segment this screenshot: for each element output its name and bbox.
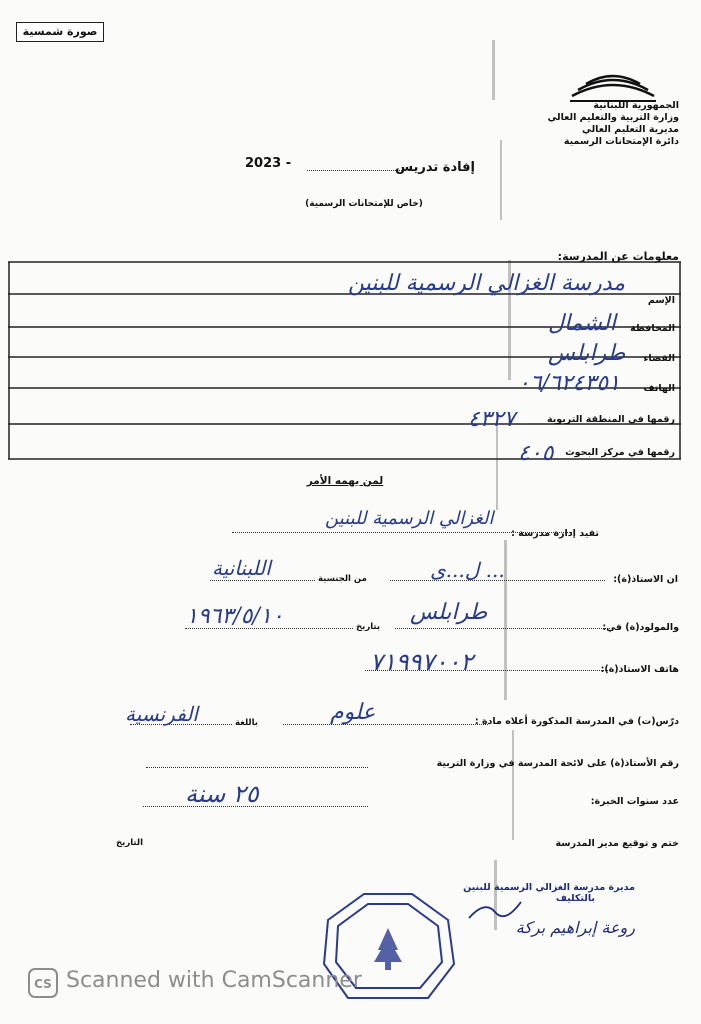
principal-title: مديرة مدرسة الغزالي الرسمية للبنين (463, 882, 635, 893)
header-line-4: دائرة الإمتحانات الرسمية (563, 136, 679, 147)
teaches-label: درّس(ت) في المدرسة المذكورة أعلاه مادة : (474, 716, 679, 727)
signature-scribble (465, 898, 525, 922)
to-whom-it-may-concern: لمن يهمه الأمر (306, 475, 384, 487)
row-label-research-center-number: رقمها في مركز البحوث (565, 447, 675, 458)
row-label-governorate: المحافظة (630, 323, 675, 334)
title-year: 2023 - (245, 156, 292, 171)
header-line-2: وزارة التربية والتعليم العالي (547, 112, 679, 123)
ministry-logo (568, 68, 658, 104)
subject-value: علوم (330, 700, 376, 725)
row-value-edu-region-number: ٤٣٢٧ (468, 407, 516, 432)
row-value-research-center-number: ٤٠٥ (518, 441, 554, 466)
registration-line (146, 767, 368, 768)
admin-label: تفيد إدارة مدرسة : (511, 528, 599, 539)
nationality-line (210, 580, 315, 581)
school-info-heading: معلومات عن المدرسة: (557, 250, 679, 263)
school-info-table (8, 261, 681, 466)
born-label: والمولود(ة) في: (602, 622, 679, 633)
date-label: بتاريخ (356, 622, 381, 632)
row-value-governorate: الشمال (548, 311, 616, 336)
principal-signature (455, 882, 635, 937)
ministry-header (529, 100, 679, 148)
camscanner-watermark: Scanned with CamScanner (66, 968, 362, 993)
photo-badge: صورة شمسية (16, 22, 104, 42)
principal-role: بالتكليف (555, 893, 595, 904)
teacher-value: ل...ى ... (430, 558, 505, 582)
years-value: ٢٥ سنة (185, 780, 259, 808)
nationality-value: اللبنانية (212, 556, 271, 580)
years-label: عدد سنوات الخبرة: (590, 796, 679, 807)
registration-label: رقم الأستاذ(ة) على لائحة المدرسة في وزارة التربية (436, 758, 679, 769)
header-line-1: الجمهورية اللبنانية (593, 100, 679, 111)
title-dots (307, 170, 402, 171)
born-line (395, 628, 610, 629)
nationality-label: من الجنسية (318, 574, 367, 584)
row-label-district: القضاء (643, 353, 675, 364)
subject-line (283, 724, 488, 725)
header-line-3: مديرية التعليم العالي (582, 124, 679, 135)
teacher-phone-label: هاتف الاستاذ(ة): (600, 664, 679, 675)
title-label: إفادة تدريس (395, 160, 475, 175)
row-label-name: الإسم (647, 295, 675, 306)
seal-signature-label: ختم و توقيع مدير المدرسة (555, 838, 679, 849)
language-label: باللغة (235, 718, 258, 728)
row-value-name: مدرسة الغزالي الرسمية للبنين (348, 271, 626, 296)
svg-text:CS: CS (34, 977, 52, 991)
admin-line (232, 532, 572, 533)
document-title (245, 156, 475, 176)
born-value: طرابلس (410, 600, 488, 625)
admin-value: الغزالي الرسمية للبنين (325, 508, 494, 529)
date-field-label: التاريخ (116, 838, 143, 848)
row-label-edu-region-number: رقمها في المنطقة التربوية (546, 414, 675, 425)
language-value: الفرنسية (125, 702, 198, 726)
row-label-phone: الهاتف (643, 383, 675, 394)
principal-name: روعة إبراهيم بركة (515, 918, 635, 937)
teacher-phone-value: ٧١٩٩٧٠٠٢ (370, 648, 474, 676)
row-value-phone: ٠٦/٦٢٤٣٥١ (518, 371, 620, 396)
date-value: ١٩٦٣/٥/١٠ (186, 604, 284, 629)
subtitle: (خاص للإمتحانات الرسمية) (305, 199, 423, 209)
camscanner-logo (28, 968, 58, 998)
scan-artifact (490, 0, 520, 1024)
teacher-label: ان الاستاذ(ة): (613, 574, 678, 585)
row-value-district: طرابلس (548, 341, 626, 366)
